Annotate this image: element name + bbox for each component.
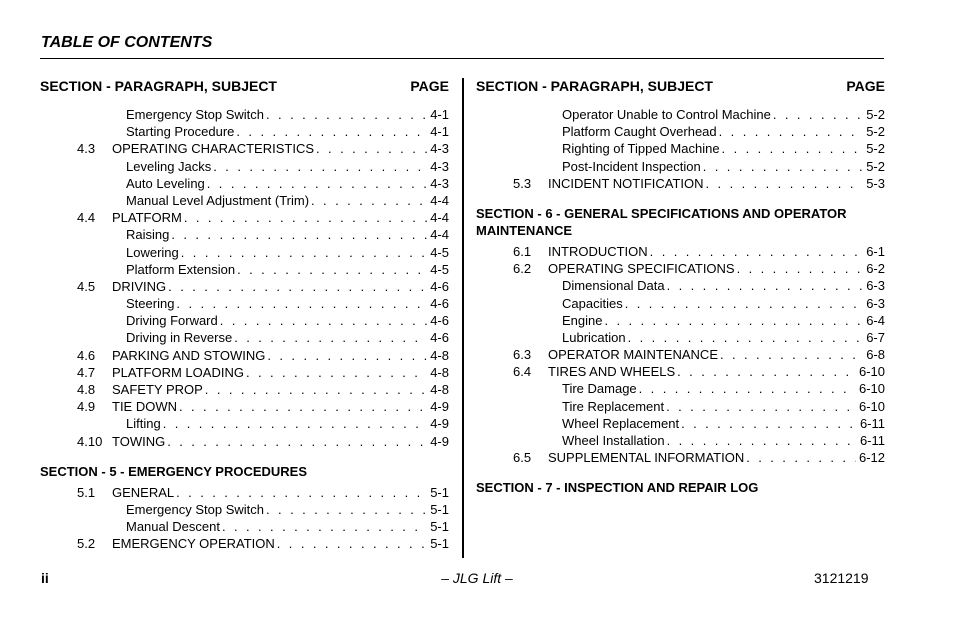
toc-entry[interactable] [40, 278, 449, 295]
toc-entry-label: Platform Caught Overhead [562, 124, 717, 140]
toc-entry-label: Emergency Stop Switch [126, 107, 265, 122]
toc-entry[interactable] [476, 380, 885, 397]
toc-entry-page: 6-2 [866, 261, 885, 277]
toc-entry-page: 6-3 [866, 295, 885, 311]
dot-leader [267, 347, 427, 364]
toc-entry-label: Auto Leveling [126, 175, 205, 191]
toc-entry-label: Platform Extension [126, 261, 236, 277]
toc-entry-page: 5-2 [866, 158, 885, 174]
toc-entry[interactable] [40, 106, 449, 123]
toc-entry-number: 4.4 [77, 210, 96, 226]
toc-entry-page: 4-1 [430, 124, 449, 140]
toc-entry-number: 6.1 [513, 243, 532, 259]
toc-entry-page: 6-4 [866, 312, 885, 328]
toc-entry-page: 5-2 [866, 141, 885, 157]
footer-page-number: ii [41, 570, 49, 586]
toc-entry-label: Wheel Replacement [562, 415, 680, 431]
toc-entry-page: 6-10 [858, 381, 885, 397]
toc-entry[interactable] [476, 329, 885, 346]
toc-entry-number: 6.4 [513, 364, 532, 380]
toc-entry-label: Starting Procedure [126, 124, 235, 140]
toc-entry-label: Leveling Jacks [126, 158, 212, 174]
toc-entry[interactable] [40, 226, 449, 243]
toc-entry[interactable] [40, 433, 449, 450]
dot-leader [222, 518, 427, 535]
dot-leader [650, 243, 864, 260]
toc-entry-number: 5.3 [513, 175, 532, 191]
dot-leader [167, 433, 427, 450]
toc-entry-label: Manual Level Adjustment (Trim) [126, 192, 310, 208]
toc-entry-label: Driving Forward [126, 313, 218, 329]
footer-publication: – JLG Lift – [441, 570, 513, 586]
toc-entry-page: 5-1 [430, 536, 449, 552]
toc-entry[interactable] [476, 123, 885, 140]
toc-entry-label: PARKING AND STOWING [112, 347, 266, 363]
section-heading: SECTION - 6 - GENERAL SPECIFICATIONS AND OPERATOR MAINTENANCE [476, 205, 847, 238]
toc-entry-page: 4-6 [430, 330, 449, 346]
toc-entry[interactable] [40, 209, 449, 226]
toc-entry-label: Tire Damage [562, 381, 637, 397]
dot-leader [176, 484, 427, 501]
column-header-subject: SECTION - PARAGRAPH, SUBJECT [476, 78, 713, 94]
toc-entry-number: 4.9 [77, 399, 96, 415]
toc-entry[interactable] [476, 295, 885, 312]
toc-entry-label: Tire Replacement [562, 398, 665, 414]
toc-entry-page: 4-6 [430, 278, 449, 294]
toc-entry-page: 4-8 [430, 347, 449, 363]
section-heading: SECTION - 7 - INSPECTION AND REPAIR LOG [476, 480, 759, 496]
toc-entry-number: 4.10 [77, 433, 103, 449]
toc-entry-page: 4-5 [430, 244, 449, 260]
toc-entry-page: 6-12 [858, 450, 885, 466]
dot-leader [266, 501, 427, 518]
dot-leader [737, 260, 864, 277]
toc-entry[interactable] [40, 398, 449, 415]
dot-leader [171, 226, 427, 243]
toc-entry-label: Lowering [126, 244, 179, 260]
column-divider [462, 78, 464, 558]
toc-entry-label: TOWING [112, 433, 166, 449]
toc-entry-label: INCIDENT NOTIFICATION [548, 175, 704, 191]
toc-entry-label: Righting of Tipped Machine [562, 141, 720, 157]
dot-leader [234, 329, 427, 346]
toc-entry-page: 5-1 [430, 501, 449, 517]
toc-entry[interactable] [476, 398, 885, 415]
toc-entry[interactable] [40, 175, 449, 192]
toc-entry-number: 4.7 [77, 364, 96, 380]
toc-entry[interactable] [40, 415, 449, 432]
dot-leader [703, 158, 863, 175]
toc-entry-page: 5-1 [430, 519, 449, 535]
toc-entry-label: OPERATOR MAINTENANCE [548, 347, 718, 363]
toc-entry-page: 6-1 [866, 243, 885, 259]
dot-leader [639, 380, 856, 397]
toc-entry-label: OPERATING CHARACTERISTICS [112, 141, 315, 157]
dot-leader [168, 278, 427, 295]
toc-entry-page: 4-3 [430, 175, 449, 191]
dot-leader [184, 209, 427, 226]
toc-entry[interactable] [476, 140, 885, 157]
toc-entry-page: 4-3 [430, 141, 449, 157]
column-header [40, 76, 449, 96]
toc-entry[interactable] [40, 518, 449, 535]
toc-entry-page: 4-4 [430, 192, 449, 208]
toc-entry-page: 4-1 [430, 107, 449, 122]
toc-entry-page: 4-4 [430, 227, 449, 243]
toc-entry-label: PLATFORM LOADING [112, 364, 244, 380]
toc-entry[interactable] [476, 106, 885, 123]
toc-entry-label: SAFETY PROP [112, 382, 203, 397]
toc-entry-page: 6-11 [859, 415, 885, 431]
toc-entry[interactable] [40, 312, 449, 329]
toc-entry-label: INTRODUCTION [548, 243, 648, 259]
toc-entry-label: Wheel Installation [562, 433, 665, 448]
toc-entry[interactable] [40, 192, 449, 209]
toc-entry-number: 4.6 [77, 347, 96, 363]
toc-entry-label: Engine [562, 312, 603, 328]
toc-entry-page: 4-9 [430, 416, 449, 432]
toc-entry-label: Emergency Stop Switch [126, 501, 265, 517]
toc-entry-page: 6-8 [866, 347, 885, 363]
toc-entry-number: 6.2 [513, 261, 532, 277]
toc-entry[interactable] [476, 432, 885, 449]
toc-entry-page: 4-8 [430, 364, 449, 380]
dot-leader [625, 295, 864, 312]
dot-leader [205, 381, 427, 398]
dot-leader [746, 449, 856, 466]
toc-entry-page: 6-10 [858, 398, 885, 414]
dot-leader [246, 364, 427, 381]
toc-entry-label: Lubrication [562, 329, 626, 345]
dot-leader [236, 123, 427, 140]
toc-entry-page: 5-2 [866, 107, 885, 122]
section-heading: SECTION - 5 - EMERGENCY PROCEDURES [40, 463, 308, 479]
toc-entry-label: Raising [126, 227, 170, 243]
toc-entry-page: 4-6 [430, 313, 449, 329]
toc-entry-page: 6-7 [866, 329, 885, 345]
dot-leader [266, 106, 427, 123]
dot-leader [628, 329, 864, 346]
toc-entry-label: TIRES AND WHEELS [548, 364, 676, 380]
toc-entry[interactable] [40, 158, 449, 175]
toc-entry-page: 5-3 [866, 175, 885, 191]
toc-entry-page: 4-3 [430, 158, 449, 174]
toc-entry[interactable] [40, 123, 449, 140]
toc-entry-page: 4-9 [430, 433, 449, 449]
dot-leader [220, 312, 427, 329]
toc-entry[interactable] [40, 261, 449, 278]
toc-entry-label: SUPPLEMENTAL INFORMATION [548, 450, 745, 466]
page-title: TABLE OF CONTENTS [41, 34, 213, 51]
toc-entry[interactable] [40, 295, 449, 312]
toc-entry-page: 4-6 [430, 296, 449, 312]
toc-entry[interactable] [40, 364, 449, 381]
toc-entry[interactable] [40, 347, 449, 364]
toc-entry-label: OPERATING SPECIFICATIONS [548, 261, 735, 277]
column-header-subject: SECTION - PARAGRAPH, SUBJECT [40, 78, 277, 94]
column-header-page: PAGE [410, 78, 449, 94]
toc-entry-number: 4.5 [77, 278, 96, 294]
dot-leader [706, 175, 864, 192]
dot-leader [677, 363, 856, 380]
dot-leader [604, 312, 863, 329]
toc-entry-label: Operator Unable to Control Machine [562, 107, 771, 122]
toc-entry[interactable] [476, 449, 885, 466]
toc-entry-label: DRIVING [112, 278, 167, 294]
title-rule [40, 58, 884, 59]
footer-document-number: 3121219 [814, 570, 869, 586]
dot-leader [316, 140, 427, 157]
toc-entries [476, 106, 885, 496]
toc-entry-label: Post-Incident Inspection [562, 158, 701, 174]
dot-leader [667, 432, 857, 449]
toc-entry-page: 4-5 [430, 261, 449, 277]
dot-leader [681, 415, 857, 432]
toc-entry[interactable] [476, 346, 885, 363]
dot-leader [311, 192, 427, 209]
toc-entry[interactable] [476, 277, 885, 294]
toc-entry[interactable] [476, 312, 885, 329]
toc-entry-label: TIE DOWN [112, 399, 177, 415]
toc-entry-page: 5-2 [866, 124, 885, 140]
dot-leader [719, 123, 864, 140]
toc-entry-number: 6.5 [513, 450, 532, 466]
toc-entry-page: 6-11 [859, 433, 885, 448]
toc-entry-number: 5.2 [77, 536, 96, 552]
dot-leader [722, 140, 864, 157]
toc-entry-label: Dimensional Data [562, 278, 665, 294]
toc-entries [40, 106, 449, 553]
column-header [476, 76, 885, 96]
toc-entry-page: 5-1 [430, 484, 449, 500]
toc-entry-page: 4-8 [430, 382, 449, 397]
toc-entry[interactable] [476, 260, 885, 277]
toc-entry-page: 4-9 [430, 399, 449, 415]
toc-entry-label: PLATFORM [112, 210, 182, 226]
dot-leader [176, 295, 427, 312]
toc-entry-label: Manual Descent [126, 519, 220, 535]
toc-entry[interactable] [476, 158, 885, 175]
dot-leader [213, 158, 427, 175]
toc-entry[interactable] [40, 501, 449, 518]
toc-entry-number: 5.1 [77, 484, 96, 500]
toc-entry-label: Lifting [126, 416, 161, 432]
toc-entry[interactable] [40, 484, 449, 501]
toc-entry[interactable] [40, 329, 449, 346]
dot-leader [181, 244, 427, 261]
toc-column-left [40, 76, 449, 553]
dot-leader [720, 346, 863, 363]
toc-entry[interactable] [40, 140, 449, 157]
toc-entry-label: Capacities [562, 295, 623, 311]
toc-column-right [476, 76, 885, 500]
toc-entry[interactable] [476, 243, 885, 260]
dot-leader [277, 535, 427, 552]
dot-leader [773, 106, 863, 123]
dot-leader [163, 415, 428, 432]
dot-leader [237, 261, 427, 278]
toc-entry[interactable] [40, 244, 449, 261]
toc-entry-label: EMERGENCY OPERATION [112, 536, 275, 552]
toc-entry-label: Driving in Reverse [126, 330, 233, 346]
toc-entry-number: 4.3 [77, 141, 96, 157]
toc-entry-label: GENERAL [112, 484, 175, 500]
toc-entry-page: 4-4 [430, 210, 449, 226]
toc-entry[interactable] [40, 535, 449, 552]
toc-entry[interactable] [40, 381, 449, 398]
toc-entry[interactable] [476, 415, 885, 432]
toc-entry-label: Steering [126, 296, 175, 312]
toc-entry-page: 6-3 [866, 278, 885, 294]
toc-entry-number: 4.8 [77, 382, 96, 397]
dot-leader [207, 175, 427, 192]
toc-entry-number: 6.3 [513, 347, 532, 363]
toc-entry-page: 6-10 [858, 364, 885, 380]
dot-leader [666, 398, 856, 415]
toc-entry[interactable] [476, 363, 885, 380]
toc-entry[interactable] [476, 175, 885, 192]
column-header-page: PAGE [846, 78, 885, 94]
dot-leader [179, 398, 427, 415]
dot-leader [667, 277, 864, 294]
